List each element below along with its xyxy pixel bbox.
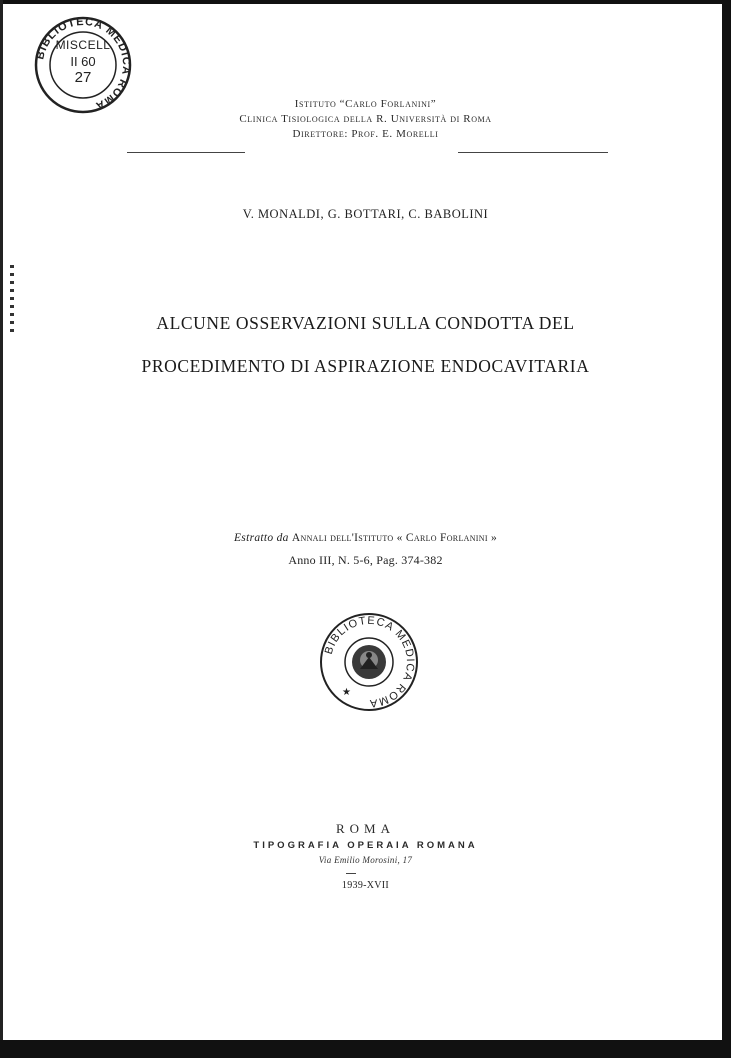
issue-line: Anno III, N. 5-6, Pag. 374-382 [288, 553, 443, 567]
imprint-printer: TIPOGRAFIA OPERAIA ROMANA [253, 840, 478, 851]
director-line: Direttore: Prof. E. Morelli [292, 128, 439, 140]
imprint-year: 1939-XVII [341, 880, 390, 891]
header-rule-left [127, 152, 245, 153]
extract-lead: Estratto da [233, 532, 289, 544]
institute-header [0, 97, 731, 142]
clinic-name: Clinica Tisiologica della R. Università di Roma [239, 113, 492, 125]
extract-line [0, 532, 731, 544]
library-stamp-center [318, 611, 420, 713]
stamp-center-ring [318, 611, 420, 713]
scan-edge-bottom [0, 1040, 731, 1058]
star-mark-icon: ★ [342, 687, 351, 698]
scan-edge-top [0, 0, 731, 4]
authors: V. MONALDI, G. BOTTARI, C. BABOLINI [242, 207, 489, 221]
stamp-top-ring-text: BIBLIOTECA MEDICA ROMA [34, 15, 133, 112]
title-line-1: ALCUNE OSSERVAZIONI SULLA CONDOTTA DEL [156, 313, 575, 333]
imprint-city: ROMA [335, 821, 395, 836]
emblem-icon [352, 645, 386, 679]
imprint-address: Via Emilio Morosini, 17 [318, 855, 413, 865]
stamp-center-ring-text: BIBLIOTECA MEDICA ROMA [322, 614, 417, 710]
stamp-top-line1: MISCELL [55, 38, 111, 52]
stamp-top-line3: 27 [74, 69, 92, 86]
title-line-2: PROCEDIMENTO DI ASPIRAZIONE ENDOCAVITARIA [141, 356, 590, 376]
scan-edge-right [722, 0, 731, 1058]
header-rule-right [458, 152, 608, 153]
stamp-top-line2: II 60 [70, 54, 96, 69]
extract-source: Annali dell'Istituto « Carlo Forlanini » [291, 532, 498, 544]
institute-name: Istituto “Carlo Forlanini” [294, 98, 437, 110]
imprint-dash [346, 873, 356, 874]
scan-edge-left [0, 0, 3, 1058]
